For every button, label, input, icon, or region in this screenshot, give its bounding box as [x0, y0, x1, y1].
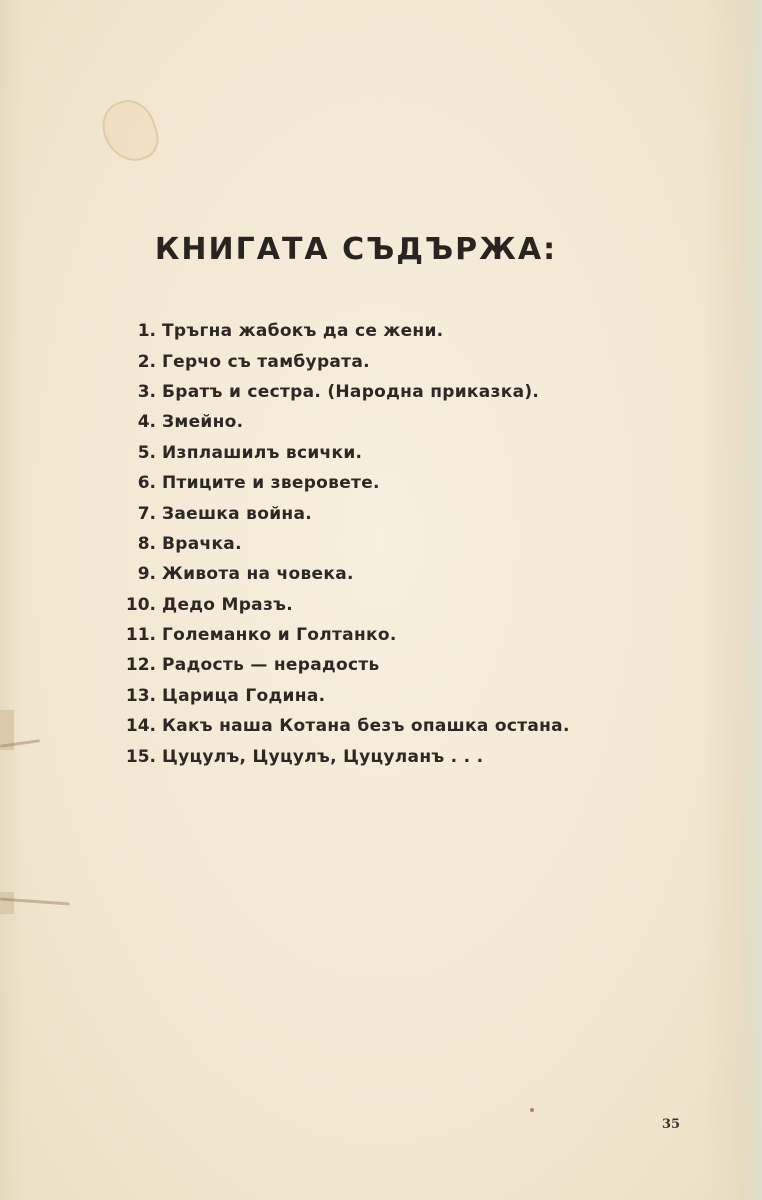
toc-item-title: Царица Година.	[162, 685, 326, 706]
toc-item-title: Герчо съ тамбурата.	[162, 351, 370, 372]
table-of-contents	[118, 316, 570, 772]
toc-item	[118, 498, 570, 528]
toc-item-number: 12.	[125, 655, 156, 676]
toc-item-title: Тръгна жабокъ да се жени.	[162, 321, 444, 342]
toc-item-title: Радость — нерадость	[162, 655, 380, 676]
toc-item-number: 13.	[125, 685, 156, 706]
toc-item-title: Братъ и сестра. (Народна приказка).	[162, 381, 540, 402]
toc-item-title: Врачка.	[162, 533, 242, 554]
page-edge-right	[702, 0, 762, 1200]
toc-item-number: 7.	[137, 503, 156, 524]
toc-item	[118, 590, 570, 620]
paper-tear	[0, 892, 14, 914]
toc-item-number: 6.	[137, 473, 156, 494]
contents-heading: КНИГАТА СЪДЪРЖА:	[154, 232, 558, 267]
toc-item	[118, 468, 570, 498]
water-stain	[96, 93, 165, 168]
toc-item-title: Изплашилъ всички.	[162, 442, 363, 463]
toc-item-title: Живота на човека.	[162, 564, 354, 585]
toc-item-title: Заешка война.	[162, 503, 312, 524]
toc-item-number: 14.	[125, 716, 156, 737]
toc-item-number: 11.	[125, 625, 156, 646]
page-number: 35	[662, 1117, 681, 1132]
toc-item	[118, 559, 570, 589]
toc-item-title: Цуцулъ, Цуцулъ, Цуцуланъ . . .	[162, 746, 484, 767]
toc-item-number: 2.	[137, 351, 156, 372]
toc-item	[118, 407, 570, 437]
toc-item-title: Какъ наша Котана безъ опашка остана.	[162, 716, 570, 737]
toc-item-title: Големанко и Голтанко.	[162, 625, 397, 646]
toc-item-number: 10.	[125, 594, 156, 615]
toc-item-number: 3.	[137, 381, 156, 402]
toc-item-number: 8.	[137, 533, 156, 554]
toc-item-number: 4.	[137, 412, 156, 433]
toc-item	[118, 620, 570, 650]
toc-item-title: Змейно.	[162, 412, 244, 433]
toc-item	[118, 529, 570, 559]
toc-item	[118, 316, 570, 346]
toc-item	[118, 650, 570, 680]
toc-item	[118, 681, 570, 711]
ink-speck	[530, 1108, 534, 1112]
toc-item-number: 5.	[137, 442, 156, 463]
toc-item	[118, 438, 570, 468]
toc-item-title: Дедо Мразъ.	[162, 594, 293, 615]
toc-item-number: 15.	[125, 746, 156, 767]
page-edge-left	[0, 0, 24, 1200]
toc-item-number: 9.	[137, 564, 156, 585]
toc-item	[118, 741, 570, 771]
toc-item	[118, 377, 570, 407]
toc-item	[118, 711, 570, 741]
toc-item	[118, 346, 570, 376]
toc-item-number: 1.	[137, 321, 156, 342]
toc-item-title: Птиците и зверовете.	[162, 473, 380, 494]
